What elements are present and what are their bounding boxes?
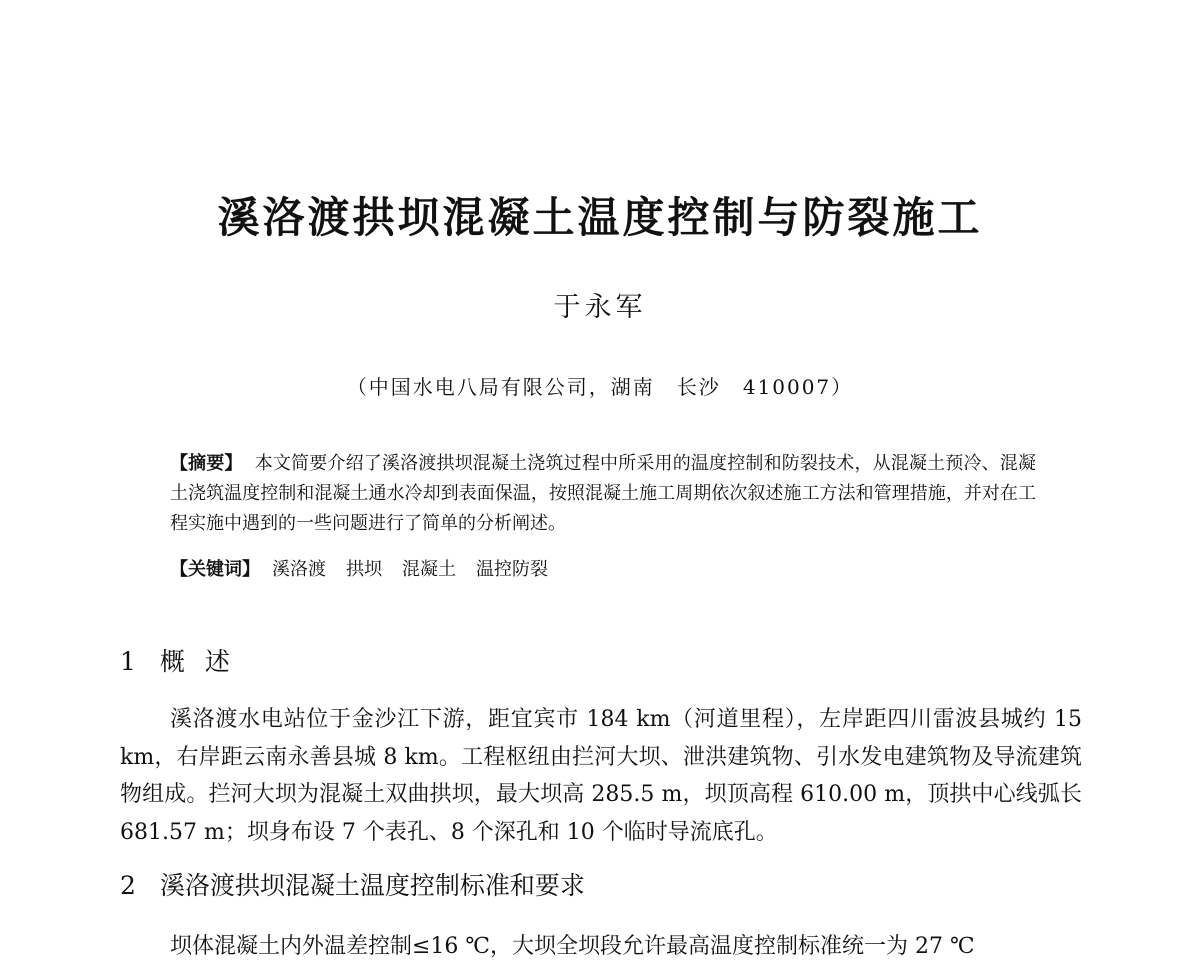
paper-title: 溪洛渡拱坝混凝土温度控制与防裂施工 — [217, 193, 983, 242]
section-1-paragraph: 溪洛渡水电站位于金沙江下游，距宜宾市 184 km（河道里程），左岸距四川雷波县城约 15 km，右岸距云南永善县城 8 km。工程枢纽由拦河大坝、泄洪建筑物、引水发电建筑物及导流建筑物组成。拦河大坝为混凝土双曲拱坝，最大坝高 285.5 m，坝顶高程 610.00 m，顶拱中心线弧长 681.57 m；坝身布设 7 个表孔、8 个深孔和 10 个临时导流底孔。 — [120, 707, 1082, 845]
keyword-item: 拱坝 — [346, 559, 382, 580]
author-name: 于永军 — [553, 292, 647, 323]
abstract — [170, 449, 1036, 539]
section-number: 2 — [120, 871, 136, 900]
affiliation-org: （中国水电八局有限公司，湖南 — [346, 375, 655, 399]
section-heading-2 — [120, 868, 585, 904]
section-2-paragraph-partial: 坝体混凝土内外温差控制≤16 ℃，大坝全坝段允许最高温度控制标准统一为 27 ℃ — [170, 934, 975, 959]
section-number: 1 — [120, 647, 136, 676]
affiliation-postcode: 410007） — [742, 375, 854, 399]
keywords — [170, 555, 1036, 585]
affiliation-city: 长沙 — [676, 375, 721, 399]
keyword-item: 溪洛渡 — [272, 559, 326, 580]
affiliation — [0, 372, 1200, 402]
abstract-label: 【摘要】 — [170, 453, 243, 474]
section-title: 概述 — [159, 647, 250, 676]
keyword-item: 混凝土 — [402, 559, 456, 580]
abstract-text: 本文简要介绍了溪洛渡拱坝混凝土浇筑过程中所采用的温度控制和防裂技术，从混凝土预冷、混凝土浇筑温度控制和混凝土通水冷却到表面保温，按照混凝土施工周期依次叙述施工方法和管理措施，并对在工程实施中遇到的一些问题进行了简单的分析阐述。 — [170, 453, 1037, 534]
section-heading-1 — [120, 644, 250, 680]
keywords-label: 【关键词】 — [170, 559, 260, 580]
section-title: 溪洛渡拱坝混凝土温度控制标准和要求 — [159, 871, 585, 900]
keyword-item: 温控防裂 — [476, 559, 548, 580]
